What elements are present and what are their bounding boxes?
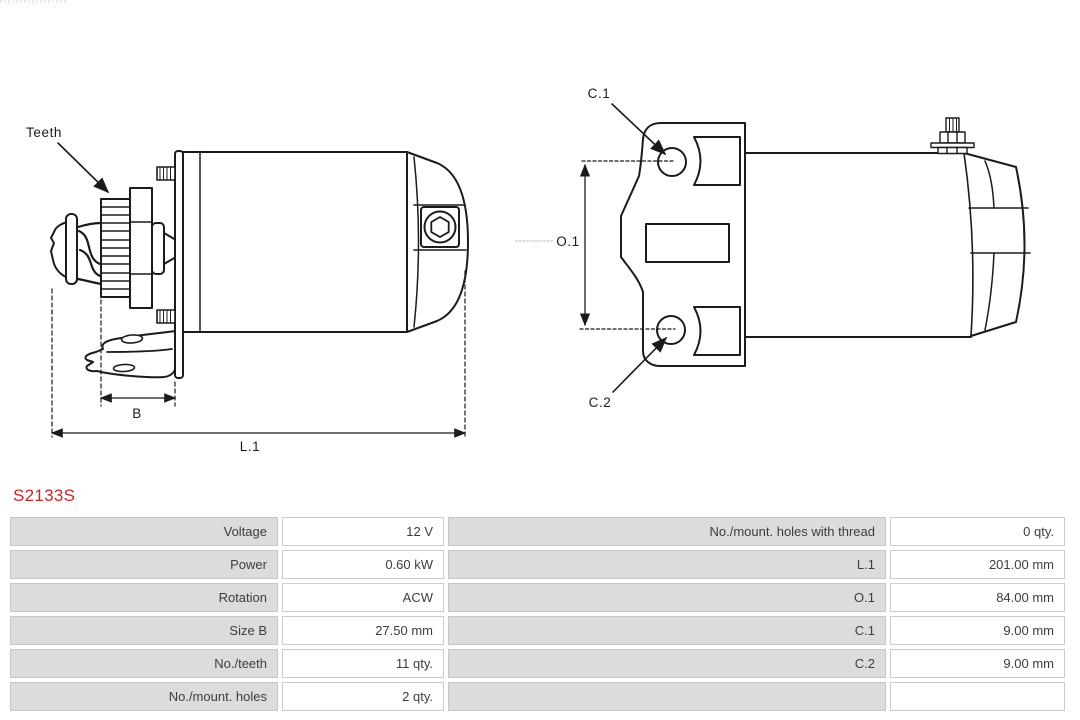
motor-body-side [157, 151, 407, 378]
spec-value-cell: 0.60 kW [282, 550, 444, 579]
spec-label-cell: C.2 [448, 649, 886, 678]
side-view-drawing [26, 125, 468, 454]
spec-label-cell: No./mount. holes [10, 682, 278, 711]
through-bolt-bottom [157, 310, 175, 323]
mount-hole-c2 [657, 316, 685, 344]
teeth-label: Teeth [26, 125, 63, 140]
c2-label: C.2 [588, 395, 612, 410]
flange-cutout-upper [694, 137, 740, 185]
spec-label-cell: No./mount. holes with thread [448, 517, 886, 546]
spec-value-cell: 201.00 mm [890, 550, 1065, 579]
spec-label-cell: No./teeth [10, 649, 278, 678]
spec-value-cell: 12 V [282, 517, 444, 546]
drive-end-cap [51, 214, 77, 284]
end-cap-front [964, 153, 1030, 336]
bracket-slot-lower [113, 364, 134, 372]
spec-label-cell: Rotation [10, 583, 278, 612]
pinion-gear [101, 188, 176, 308]
helical-spline-shaft [78, 223, 101, 284]
end-cap-side [407, 152, 468, 332]
c1-label: C.1 [587, 86, 611, 101]
mounting-bracket [85, 331, 176, 377]
terminal-stud [931, 118, 974, 154]
teeth-leader-arrow [58, 143, 108, 192]
spec-label-cell: L.1 [448, 550, 886, 579]
spec-value-cell: 0 qty. [890, 517, 1065, 546]
motor-body-front [745, 153, 973, 337]
spec-label-cell: C.1 [448, 616, 886, 645]
flange-cutout-lower [694, 307, 740, 355]
dimension-b-label: B [132, 406, 142, 421]
spec-label-cell: Size B [10, 616, 278, 645]
spec-value-cell: 2 qty. [282, 682, 444, 711]
through-bolt-top [157, 167, 175, 180]
spec-value-cell: 9.00 mm [890, 649, 1065, 678]
spec-value-cell: ACW [282, 583, 444, 612]
spec-value-cell: 84.00 mm [890, 583, 1065, 612]
spec-value-cell: 11 qty. [282, 649, 444, 678]
front-plate [175, 151, 183, 378]
part-number: S2133S [13, 486, 76, 505]
spec-value-cell: 27.50 mm [282, 616, 444, 645]
dimension-l1-label: L.1 [239, 439, 261, 454]
o1-label: O.1 [556, 234, 580, 249]
spec-label-cell [448, 682, 886, 711]
spec-label-cell: Power [10, 550, 278, 579]
flange-cutout-center [646, 224, 729, 262]
spec-value-cell [890, 682, 1065, 711]
mounting-flange [621, 123, 745, 366]
spec-value-cell: 9.00 mm [890, 616, 1065, 645]
front-view-drawing [516, 86, 1030, 410]
spec-label-cell: O.1 [448, 583, 886, 612]
spec-label-cell: Voltage [10, 517, 278, 546]
corner-watermark-artifact [0, 0, 66, 7]
spec-table [10, 517, 1065, 711]
